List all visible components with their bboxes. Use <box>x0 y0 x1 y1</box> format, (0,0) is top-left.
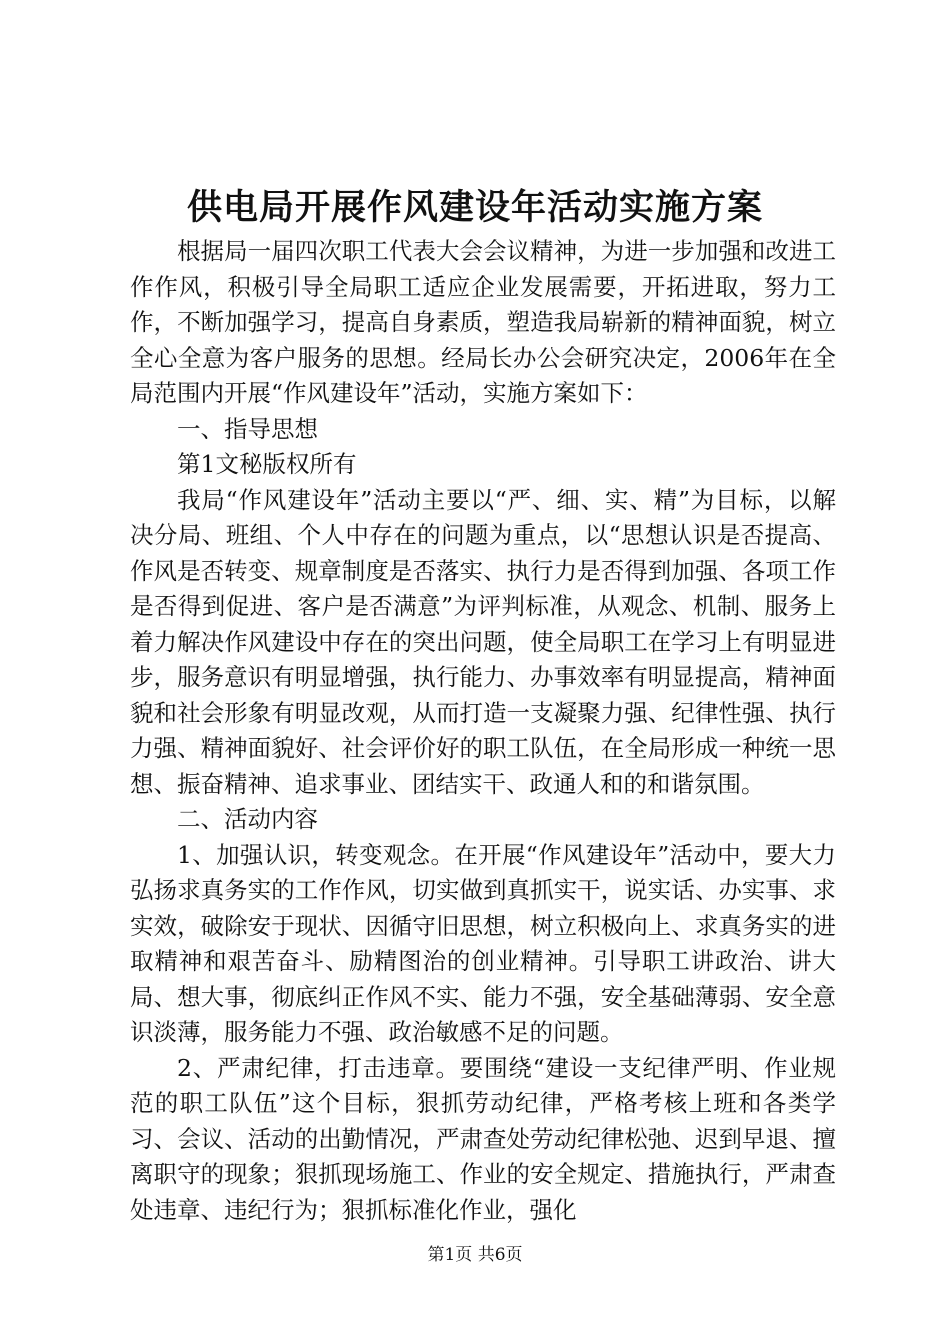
paragraph-item-2: 2、严肃纪律，打击违章。要围绕“建设一支纪律严明、作业规范的职工队伍”这个目标，狠抓劳动纪律，严格考核上班和各类学习、会议、活动的出勤情况，严肃查处劳动纪律松弛、迟到早退、擅离职守的现象；狠抓现场施工、作业的安全规定、措施执行，严肃查处违章、违纪行为；狠抓标准化作业，强化 <box>130 1053 836 1224</box>
paragraph-item-1: 1、加强认识，转变观念。在开展“作风建设年”活动中，要大力弘扬求真务实的工作作风，切实做到真抓实干，说实话、办实事、求实效，破除安于现状、因循守旧思想，树立积极向上、求真务实的进取精神和艰苦奋斗、励精图治的创业精神。引导职工讲政治、讲大局、想大事，彻底纠正作风不实、能力不强，安全基础薄弱、安全意识淡薄，服务能力不强、政治敏感不足的问题。 <box>130 840 836 1046</box>
document-body <box>130 234 836 1228</box>
paragraph-goals: 我局“作风建设年”活动主要以“严、细、实、精”为目标，以解决分局、班组、个人中存在的问题为重点，以“思想认识是否提高、作风是否转变、规章制度是否落实、执行力是否得到加强、各项工作是否得到促进、客户是否满意”为评判标准，从观念、机制、服务上着力解决作风建设中存在的突出问题，使全局职工在学习上有明显进步，服务意识有明显增强，执行能力、办事效率有明显提高，精神面貌和社会形象有明显改观，从而打造一支凝聚力强、纪律性强、执行力强、精神面貌好、社会评价好的职工队伍，在全局形成一种统一思想、振奋精神、追求事业、团结实干、政通人和的和谐氛围。 <box>130 485 836 798</box>
paragraph-intro: 根据局一届四次职工代表大会会议精神，为进一步加强和改进工作作风，积极引导全局职工适应企业发展需要，开拓进取，努力工作，不断加强学习，提高自身素质，塑造我局崭新的精神面貌，树立全心全意为客户服务的思想。经局长办公会研究决定，2006年在全局范围内开展“作风建设年”活动，实施方案如下： <box>130 237 836 407</box>
document-title: 供电局开展作风建设年活动实施方案 <box>186 187 763 228</box>
section-heading-guiding-ideology: 一、指导思想 <box>177 414 318 443</box>
page-footer: 第1页 共6页 <box>427 1245 523 1265</box>
section-heading-activity-content: 二、活动内容 <box>177 805 318 833</box>
copyright-line: 第1文秘版权所有 <box>177 450 357 478</box>
